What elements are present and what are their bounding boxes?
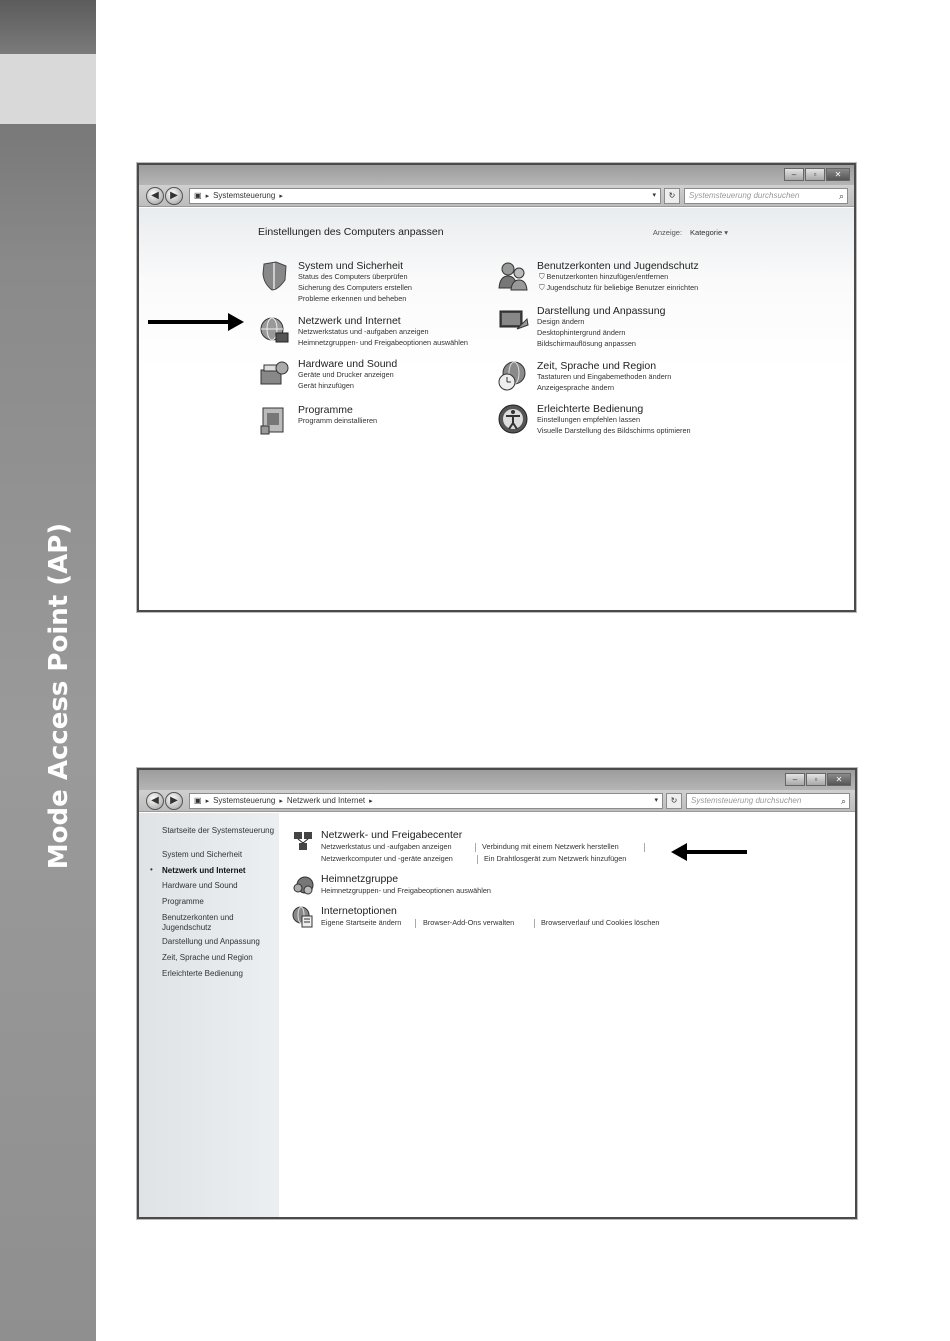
network-icon xyxy=(258,315,290,347)
speaker-printer-icon xyxy=(258,358,290,390)
category-title[interactable]: Hardware und Sound xyxy=(298,358,398,370)
category-title[interactable]: Benutzerkonten und Jugendschutz xyxy=(537,260,699,272)
sidebar-home-link[interactable]: Startseite der Systemsteuerung xyxy=(162,826,275,835)
pointer-arrow-left xyxy=(685,850,747,854)
programs-icon xyxy=(258,404,290,436)
sidebar-item-clock-region[interactable]: Zeit, Sprache und Region xyxy=(162,953,253,962)
category-system-security xyxy=(258,260,498,308)
section-title-network-center[interactable]: Netzwerk- und Freigabecenter xyxy=(321,829,463,841)
title-bar xyxy=(139,770,855,792)
link-separator xyxy=(477,855,478,864)
section-link[interactable]: Verbindung mit einem Netzwerk herstellen xyxy=(482,842,619,851)
category-link[interactable]: Bildschirmauflösung anpassen xyxy=(537,339,636,348)
side-band xyxy=(0,0,96,1341)
view-selector[interactable]: Anzeige: Kategorie ▾ xyxy=(652,228,728,237)
category-link[interactable]: Visuelle Darstellung des Bildschirms optimieren xyxy=(537,426,691,435)
back-icon[interactable]: ◀ xyxy=(146,187,164,205)
category-title[interactable]: System und Sicherheit xyxy=(298,260,404,272)
breadcrumb-item[interactable]: Systemsteuerung xyxy=(213,191,276,200)
sidebar-item-label: Benutzerkonten und xyxy=(162,913,234,922)
view-value[interactable]: Kategorie xyxy=(690,228,723,237)
control-panel-window-2 xyxy=(137,768,857,1219)
refresh-icon[interactable]: ↻ xyxy=(666,793,682,809)
search-placeholder: Systemsteuerung durchsuchen xyxy=(691,796,802,805)
homegroup-icon xyxy=(292,874,314,896)
side-title: Mode Access Point (AP) xyxy=(44,522,74,870)
category-link[interactable]: Design ändern xyxy=(537,317,585,326)
sidebar-item-system-security[interactable]: System und Sicherheit xyxy=(162,850,243,859)
address-bar xyxy=(139,185,854,207)
task-sidebar xyxy=(139,813,279,1217)
search-input[interactable] xyxy=(684,188,848,204)
category-link[interactable]: Anzeigesprache ändern xyxy=(537,383,615,392)
section-link[interactable]: Netzwerkcomputer und -geräte anzeigen xyxy=(321,854,453,863)
category-link[interactable]: Status des Computers überprüfen xyxy=(298,272,408,281)
category-programs xyxy=(258,404,498,436)
category-title[interactable]: Netzwerk und Internet xyxy=(298,315,401,327)
link-separator xyxy=(475,843,476,852)
link-separator xyxy=(534,919,535,928)
search-input[interactable] xyxy=(686,793,850,809)
category-clock-region xyxy=(497,360,737,396)
users-icon xyxy=(497,260,529,292)
pointer-arrow-right xyxy=(148,320,230,324)
category-user-accounts xyxy=(497,260,737,300)
search-icon[interactable]: ⌕ xyxy=(838,191,844,201)
section-link[interactable]: Browser-Add-Ons verwalten xyxy=(423,918,515,927)
category-link[interactable]: Geräte und Drucker anzeigen xyxy=(298,370,394,379)
category-title[interactable]: Darstellung und Anpassung xyxy=(537,305,666,317)
page-title: Einstellungen des Computers anpassen xyxy=(258,226,444,238)
breadcrumb-item[interactable]: Netzwerk und Internet xyxy=(286,796,366,805)
shield-icon xyxy=(258,260,290,292)
breadcrumb-item[interactable]: Systemsteuerung xyxy=(213,796,276,805)
uac-shield-icon: ⛉ xyxy=(539,272,545,281)
search-placeholder: Systemsteuerung durchsuchen xyxy=(689,191,800,200)
category-link[interactable]: Probleme erkennen und beheben xyxy=(298,294,407,303)
category-link-text: Jugendschutz für beliebige Benutzer einrichten xyxy=(546,283,699,292)
category-link-text: Benutzerkonten hinzufügen/entfernen xyxy=(546,272,669,281)
current-bullet: • xyxy=(150,865,153,874)
category-ease-of-access xyxy=(497,403,737,439)
category-link[interactable]: Einstellungen empfehlen lassen xyxy=(537,415,641,424)
address-bar xyxy=(139,790,855,812)
category-link[interactable]: Gerät hinzufügen xyxy=(298,381,354,390)
title-bar xyxy=(139,165,854,187)
back-icon[interactable]: ◀ xyxy=(146,792,164,810)
internet-options-icon xyxy=(292,906,314,928)
search-icon[interactable]: ⌕ xyxy=(840,796,846,806)
minimize-button[interactable]: – xyxy=(784,168,804,181)
refresh-icon[interactable]: ↻ xyxy=(664,188,680,204)
forward-icon[interactable]: ▶ xyxy=(165,187,183,205)
chevron-down-icon[interactable]: ▾ xyxy=(652,192,656,199)
sidebar-item-user-accounts[interactable] xyxy=(162,913,234,933)
sidebar-item-programs[interactable]: Programme xyxy=(162,897,204,906)
category-title[interactable]: Erleichterte Bedienung xyxy=(537,403,644,415)
maximize-button[interactable]: ▫ xyxy=(806,773,826,786)
sidebar-item-hardware-sound[interactable]: Hardware und Sound xyxy=(162,881,238,890)
control-panel-window-1 xyxy=(137,163,856,612)
category-appearance xyxy=(497,305,737,353)
link-separator xyxy=(644,843,645,852)
section-link[interactable]: Browserverlauf und Cookies löschen xyxy=(541,918,660,927)
close-button[interactable]: ✕ xyxy=(826,168,850,181)
sidebar-item-ease-of-access[interactable]: Erleichterte Bedienung xyxy=(162,969,243,978)
folder-icon: ▣ xyxy=(194,191,202,200)
side-tab-dark xyxy=(0,0,96,54)
category-link[interactable]: Heimnetzgruppen- und Freigabeoptionen auswählen xyxy=(298,338,468,347)
sidebar-item-appearance[interactable]: Darstellung und Anpassung xyxy=(162,937,260,946)
section-title-internet-options[interactable]: Internetoptionen xyxy=(321,905,397,917)
category-link[interactable]: Netzwerkstatus und -aufgaben anzeigen xyxy=(298,327,429,336)
sidebar-item-network-internet[interactable]: Netzwerk und Internet xyxy=(162,866,246,875)
category-link[interactable]: Sicherung des Computers erstellen xyxy=(298,283,412,292)
section-title-homegroup[interactable]: Heimnetzgruppe xyxy=(321,873,399,885)
address-field[interactable]: ▣ ▸ Systemsteuerung ▸ Netzwerk und Internet ▸ ▾ xyxy=(189,793,663,809)
side-tab-light xyxy=(0,54,96,124)
address-field[interactable]: ▣ ▸ Systemsteuerung ▸ ▾ xyxy=(189,188,661,204)
category-link[interactable]: Programm deinstallieren xyxy=(298,416,378,425)
section-link[interactable]: Ein Drahtlosgerät zum Netzwerk hinzufügen xyxy=(484,854,627,863)
category-title[interactable]: Zeit, Sprache und Region xyxy=(537,360,657,372)
maximize-button[interactable]: ▫ xyxy=(805,168,825,181)
uac-shield-icon: ⛉ xyxy=(539,283,545,292)
category-link[interactable] xyxy=(539,272,668,282)
section-link[interactable]: Heimnetzgruppen- und Freigabeoptionen auswählen xyxy=(321,886,491,895)
monitor-icon xyxy=(497,305,529,337)
category-link[interactable]: Desktophintergrund ändern xyxy=(537,328,626,337)
forward-icon[interactable]: ▶ xyxy=(165,792,183,810)
network-center-icon xyxy=(292,830,314,852)
main-content xyxy=(139,208,854,610)
minimize-button[interactable]: – xyxy=(785,773,805,786)
section-link[interactable]: Netzwerkstatus und -aufgaben anzeigen xyxy=(321,842,452,851)
link-separator xyxy=(415,919,416,928)
category-link[interactable]: Tastaturen und Eingabemethoden ändern xyxy=(537,372,672,381)
category-hardware-sound xyxy=(258,358,498,394)
chevron-down-icon[interactable]: ▾ xyxy=(654,797,658,804)
close-button[interactable]: ✕ xyxy=(827,773,851,786)
category-title[interactable]: Programme xyxy=(298,404,353,416)
category-network-internet xyxy=(258,315,498,351)
section-link[interactable]: Eigene Startseite ändern xyxy=(321,918,402,927)
main-content xyxy=(139,813,855,1217)
clock-globe-icon xyxy=(497,360,529,392)
folder-icon: ▣ xyxy=(194,796,202,805)
sidebar-item-label: Jugendschutz xyxy=(162,923,212,932)
view-label: Anzeige: xyxy=(652,228,683,237)
ease-of-access-icon xyxy=(497,403,529,435)
category-link[interactable] xyxy=(539,283,698,293)
